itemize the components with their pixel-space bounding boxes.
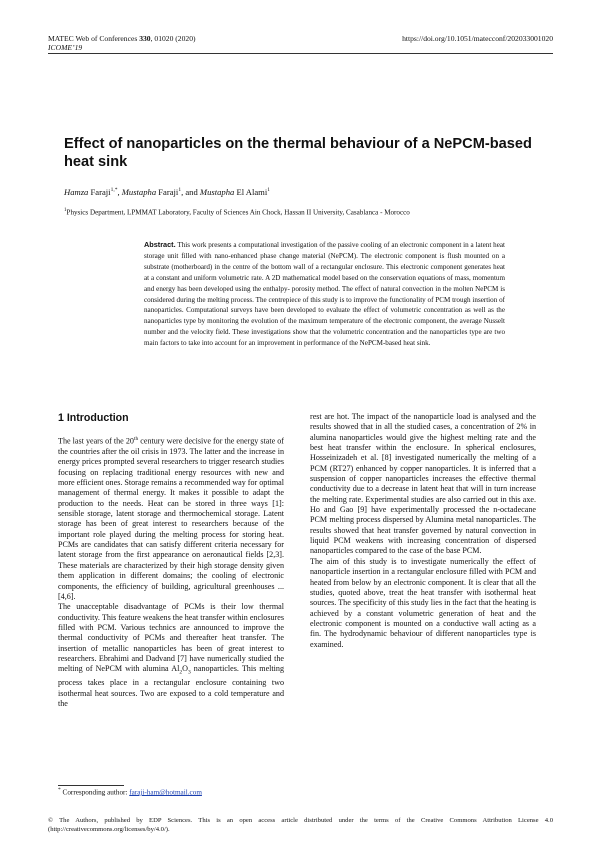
paragraph: The last years of the 20th century were decisive for the energy state of the countries after the oil crisis in 1973. The latter and the increase in energy prices prompted several researchers to trigger research studies focusing on replacing traditional energy resources with new and more efficient ones. Storage remains a recommended way for optimal management of thermal energy. It makes it possible to adapt the production to the needs. Heat can be stored in three ways [1]: sensible storage, latent storage and thermochemical storage. Latent storage has been of great interest to researchers because of the important role played during the melting process for storing heat. PCMs are candidates that can satisfy different criteria necessary for latent storage from the first appearance on aeronautical fields [2,3]. These materials are characterized by their high storage density given them application in different domains; the cooling of electronic components, the efficiency of building, agricultural greenhouses ... [4,6].: [58, 436, 284, 601]
author-list: Hamza Faraji$^{1,*}$, Mustapha Faraji$^1$, and Mustapha El Alami$^1$: [64, 187, 270, 197]
journal-name: MATEC Web of Conferences: [48, 34, 140, 43]
section-heading: 1 Introduction: [58, 412, 129, 424]
body-column-left: [58, 434, 284, 709]
abstract-text: This work presents a computational investigation of the passive cooling of an electronic component in a latent heat storage unit filled with nano-enhanced phase change material (NePCM). The electronic component is flush mounted on a substrate (motherboard) in the centre of the bottom wall of a rectangular enclosure. This electronic component generates heat at a constant and uniform volumetric rate. A 2D mathematical model based on the conservation equations of mass, momentum and energy has been developed using the enthalpy- porosity method. The effect of natural convection in the molten NePCM is considered during the melting process. The centrepiece of this study is to improve the functionality of PCM trough insertion of nanoparticles. Computational surveys have been developed to evaluate the effect of volumetric concentration as well as the nanoparticles type by monitoring the evolution of the maximum temperature of the electronic component, the average Nusselt number and the velocity field. These investigations show that the volumetric concentration and the nanoparticles type are two main factors to take into account for an improvement in performance of the NePCM-based heat sink.: [144, 241, 505, 348]
abstract-label: Abstract.: [144, 240, 176, 249]
journal-issue: , 01020 (2020): [150, 34, 196, 43]
conference-name: ICOME’19: [48, 43, 83, 52]
license-text: © The Authors, published by EDP Sciences. This is an open access article distributed under the terms of the Creative Commons Attribution License 4.0 (http://creativecommons.org/licenses/by/4.0/).: [48, 817, 553, 833]
doi-link[interactable]: https://doi.org/10.1051/matecconf/202033001020: [402, 34, 553, 43]
email-link[interactable]: faraji-ham@hotmail.com: [129, 788, 202, 797]
footnote-divider: [58, 785, 124, 786]
paper-title: Effect of nanoparticles on the thermal behaviour of a NePCM-based heat sink: [64, 136, 532, 170]
paragraph: The aim of this study is to investigate numerically the effect of nanoparticle insertion in a rectangular enclosure filled with PCM and heated from below by an electronic component. It is clear that all the studies, quoted above, treat the heat transfer with isothermal heat sources. The specificity of this study lies in the fact that the heating is achieved by a constant volumetric generation of heat and the electronic component is mounted on a conductive wall acting as a fin. The hydrodynamic behaviour of different nanoparticles type is examined.: [310, 556, 536, 649]
footnote: * Corresponding author: faraji-ham@hotmail.com: [58, 787, 202, 797]
paragraph: The unacceptable disadvantage of PCMs is their low thermal conductivity. This feature weakens the heat transfer within enclosures filled with PCM. Various technics are announced to improve the thermal conductivity of PCMs and thereafter heat transfer. The insertion of metallic nanoparticles has been of great interest to researchers. Ebrahimi and Dadvand [7] have numerically studied the melting of NePCM with alumina $Al_2O_3$ nanoparticles. This melting process takes place in a rectangular enclosure containing two isothermal heat sources. Two are exposed to a cold temperature and the: [58, 602, 285, 708]
affiliation: $^1$Physics Department, LPMMAT Laboratory, Faculty of Sciences Ain Chock, Hassan II University, Casablanca - Morocco: [64, 208, 410, 217]
body-column-right: [310, 412, 536, 650]
journal-volume: 330: [139, 34, 151, 43]
paragraph: rest are hot. The impact of the nanoparticle load is analysed and the results showed that in all the studied cases, a concentration of 2% in alumina nanoparticles would give the highest melting rate and the best heat transfer within the enclosure. In spherical enclosures, Hosseinizadeh et al. [8] investigated numerically the melting of a PCM (RT27) enhanced by copper nanoparticles. It is inferred that a suspension of copper nanoparticles increases the effective thermal conductivity due to a decrease in latent heat that will in turn increase the melting rate. Experimental studies are also carried out in this axe. Ho and Gao [9] have experimentally processed the n-octadecane PCM melting process dispersed by Alumina metal nanoparticles. The results showed that heat transfer governed by natural convection in liquid PCM weakens with increasing concentration of dispersed nanoparticles compared to the case of the base PCM.: [310, 412, 536, 556]
abstract: [144, 240, 505, 349]
header-divider: [48, 53, 553, 54]
journal-header: [48, 34, 196, 43]
